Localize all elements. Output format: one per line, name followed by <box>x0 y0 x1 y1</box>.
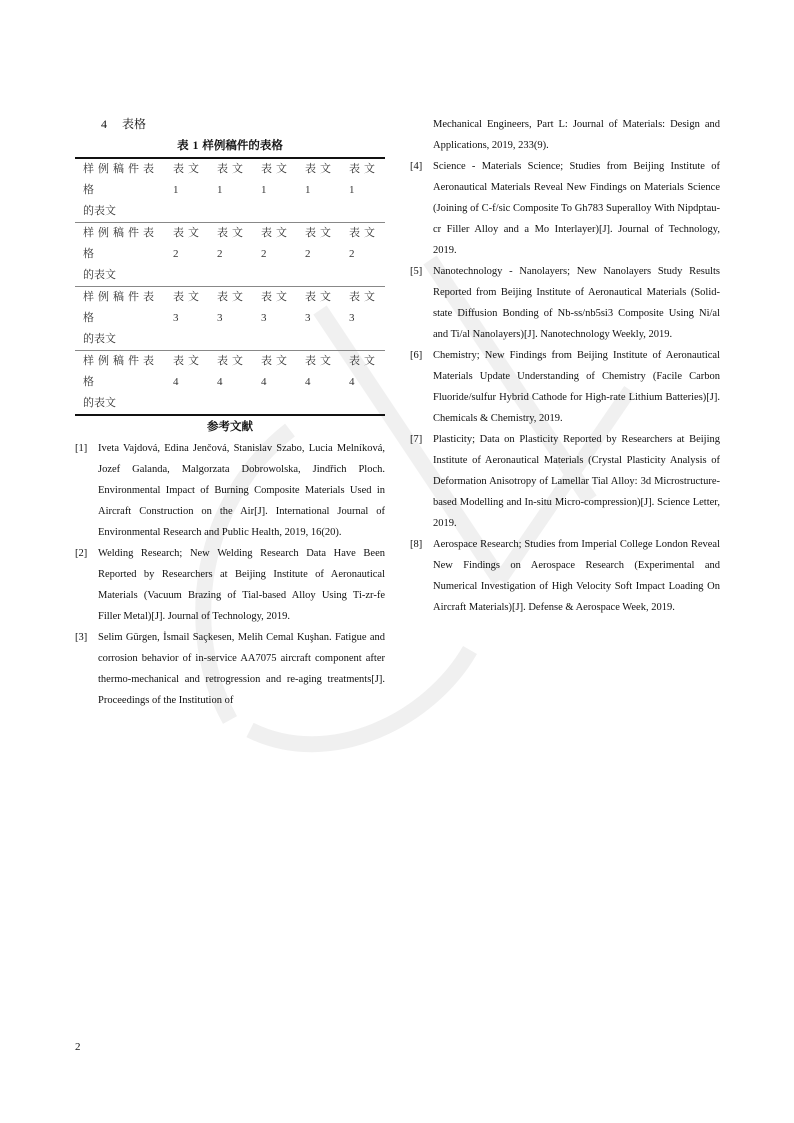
cell-line: 表文 <box>349 355 379 367</box>
right-column <box>410 114 720 618</box>
section-number: 4 <box>101 117 107 131</box>
cell-line: 1 <box>261 184 267 196</box>
cell-line: 2 <box>217 248 223 260</box>
table-cell-label <box>75 351 165 416</box>
left-column <box>75 114 385 711</box>
reference-item <box>410 345 720 429</box>
table-cell <box>297 158 341 223</box>
reference-index: [1] <box>75 443 88 454</box>
cell-line: 表文 <box>261 355 291 367</box>
table-cell <box>341 287 385 351</box>
reference-text: Plasticity; Data on Plasticity Reported by Researchers at Beijing Institute of Aeronautical Materials (Crystal Plasticity Analysis of Deformation Anisotropy of Lamellar Tial Alloy: 3d Microstructure-based Modelling and In-situ Micro-compression)[J]. Science Letter, 2019. <box>433 434 720 529</box>
cell-line: 2 <box>349 248 355 260</box>
table-row <box>75 351 385 416</box>
cell-line: 样例稿件表格 <box>83 355 158 388</box>
reference-item <box>75 543 385 627</box>
reference-text: Iveta Vajdová, Edina Jenčová, Stanislav Szabo, Lucia Melníková, Jozef Galanda, Malgorzata Dobrowolska, Jindřich Ploch. Environmental Impact of Burning Composite Materials Used in Aircraft Construction on the Air[J]. International Journal of Environmental Research and Public Health, 2019, 16(20). <box>98 443 385 538</box>
reference-text: Selim Gürgen, İsmail Saçkesen, Melih Cemal Kuşhan. Fatigue and corrosion behavior of in-service AA7075 aircraft component after thermo-mechanical and retrogression and re-aging treatments[J]. Proceedings of the Institution of <box>98 632 385 706</box>
table-cell <box>209 158 253 223</box>
cell-line: 表文 <box>173 227 203 239</box>
cell-line: 表文 <box>261 227 291 239</box>
reference-index: [3] <box>75 632 88 643</box>
cell-line: 3 <box>173 312 179 324</box>
table-cell <box>253 223 297 287</box>
cell-line: 表文 <box>173 355 203 367</box>
cell-line: 的表文 <box>83 397 116 409</box>
cell-line: 3 <box>349 312 355 324</box>
cell-line: 表文 <box>305 163 335 175</box>
cell-line: 4 <box>217 376 223 388</box>
cell-line: 1 <box>217 184 223 196</box>
reference-item <box>75 627 385 711</box>
table-cell <box>297 223 341 287</box>
cell-line: 表文 <box>217 355 247 367</box>
section-heading <box>101 114 385 135</box>
table-caption <box>75 136 385 157</box>
table-cell-label <box>75 223 165 287</box>
reference-text: Chemistry; New Findings from Beijing Institute of Aeronautical Materials Update Understanding of Chemistry (Facile Carbon Fluoride/sulfur Hybrid Cathode for High-rate Lithium Batteries)[J]. Chemicals & Chemistry, 2019. <box>433 350 720 424</box>
cell-line: 表文 <box>173 163 203 175</box>
table-caption-prefix: 表 <box>177 140 189 152</box>
reference-index: [2] <box>75 548 88 559</box>
table-cell <box>341 223 385 287</box>
cell-line: 的表文 <box>83 269 116 281</box>
table-cell <box>165 158 209 223</box>
cell-line: 1 <box>305 184 311 196</box>
reference-index: [7] <box>410 434 423 445</box>
cell-line: 4 <box>305 376 311 388</box>
reference-text: Science - Materials Science; Studies from Beijing Institute of Aeronautical Materials Reveal New Findings on Materials Science (Joining of C-f/sic Composite To Gh783 Superalloy With Nipdptau-cr Filler Alloy and a Mo Interlayer)[J]. Journal of Technology, 2019. <box>433 161 720 256</box>
sample-table <box>75 157 385 416</box>
table-cell <box>341 351 385 416</box>
table-cell <box>253 287 297 351</box>
reference-index: [6] <box>410 350 423 361</box>
cell-line: 4 <box>261 376 267 388</box>
table-caption-title: 样例稿件的表格 <box>202 140 283 152</box>
cell-line: 4 <box>173 376 179 388</box>
cell-line: 表文 <box>173 291 203 303</box>
cell-line: 3 <box>217 312 223 324</box>
cell-line: 4 <box>349 376 355 388</box>
table-cell-label <box>75 158 165 223</box>
cell-line: 表文 <box>305 291 335 303</box>
table-cell <box>297 351 341 416</box>
reference-item <box>410 429 720 534</box>
page-number: 2 <box>75 1041 81 1053</box>
reference-index: [5] <box>410 266 423 277</box>
reference-item <box>410 261 720 345</box>
cell-line: 表文 <box>349 227 379 239</box>
cell-line: 表文 <box>349 291 379 303</box>
cell-line: 样例稿件表格 <box>83 291 158 324</box>
cell-line: 的表文 <box>83 333 116 345</box>
reference-index: [8] <box>410 539 423 550</box>
cell-line: 1 <box>173 184 179 196</box>
cell-line: 1 <box>349 184 355 196</box>
table-caption-number: 1 <box>192 140 199 152</box>
cell-line: 3 <box>261 312 267 324</box>
cell-line: 表文 <box>305 355 335 367</box>
references-heading: 参考文献 <box>207 421 253 433</box>
cell-line: 表文 <box>217 163 247 175</box>
table-cell-label <box>75 287 165 351</box>
cell-line: 表文 <box>261 291 291 303</box>
table-cell <box>165 287 209 351</box>
reference-item <box>410 156 720 261</box>
references-list-left <box>75 438 385 711</box>
reference-text: Nanotechnology - Nanolayers; New Nanolayers Study Results Reported from Beijing Institute of Aeronautical Materials (Solid-state Diffusion Bonding of Nb-ss/nb5si3 Composite Using Ni/al and Ti/al Nanolayers)[J]. Nanotechnology Weekly, 2019. <box>433 266 720 340</box>
cell-line: 样例稿件表格 <box>83 227 158 260</box>
table-cell <box>165 351 209 416</box>
cell-line: 的表文 <box>83 205 116 217</box>
table-cell <box>253 158 297 223</box>
table-cell <box>341 158 385 223</box>
table-row <box>75 287 385 351</box>
reference-item <box>75 438 385 543</box>
cell-line: 2 <box>173 248 179 260</box>
table-cell <box>209 351 253 416</box>
cell-line: 3 <box>305 312 311 324</box>
section-title: 表格 <box>122 117 147 131</box>
table-row <box>75 158 385 223</box>
cell-line: 2 <box>261 248 267 260</box>
table-cell <box>253 351 297 416</box>
cell-line: 2 <box>305 248 311 260</box>
cell-line: 表文 <box>305 227 335 239</box>
table-row <box>75 223 385 287</box>
cell-line: 样例稿件表格 <box>83 163 158 196</box>
cell-line: 表文 <box>349 163 379 175</box>
references-list-right <box>410 114 720 618</box>
reference-continuation: Mechanical Engineers, Part L: Journal of Materials: Design and Applications, 2019, 233(9). <box>433 119 720 151</box>
cell-line: 表文 <box>261 163 291 175</box>
table-cell <box>209 223 253 287</box>
table-cell <box>297 287 341 351</box>
table-cell <box>209 287 253 351</box>
cell-line: 表文 <box>217 227 247 239</box>
table-cell <box>165 223 209 287</box>
reference-text: Aerospace Research; Studies from Imperial College London Reveal New Findings on Aerospace Research (Experimental and Numerical Investigation of High Velocity Soft Impact Loading On Aircraft Materials)[J]. Defense & Aerospace Week, 2019. <box>433 539 720 613</box>
reference-index: [4] <box>410 161 423 172</box>
reference-item <box>410 534 720 618</box>
reference-text: Welding Research; New Welding Research Data Have Been Reported by Researchers at Beijing Institute of Aeronautical Materials (Vacuum Brazing of Tial-based Alloy Using Ti-zr-fe Filler Metal)[J]. Journal of Technology, 2019. <box>98 548 385 622</box>
cell-line: 表文 <box>217 291 247 303</box>
